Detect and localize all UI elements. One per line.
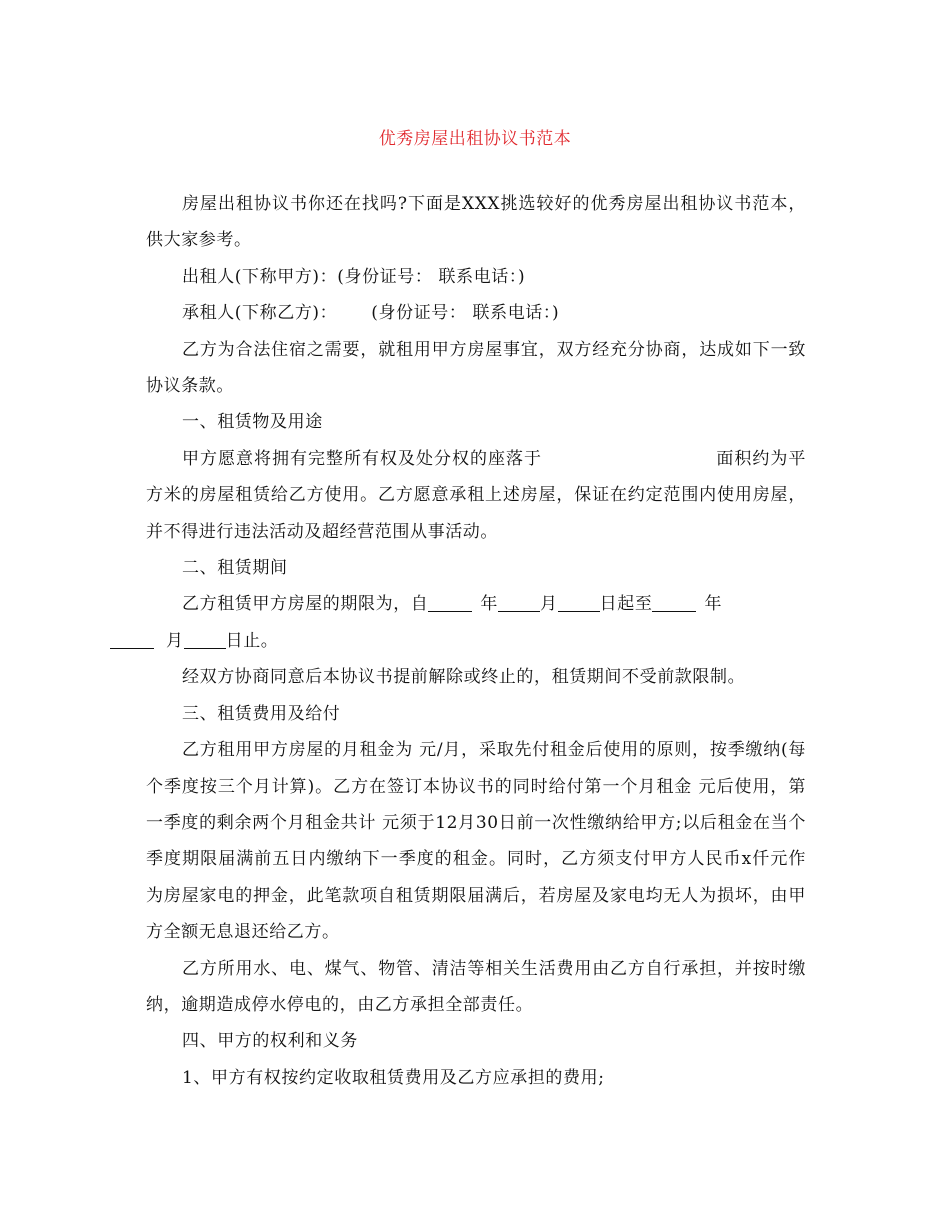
location-label: 甲方愿意将拥有完整所有权及处分权的座落于 <box>182 448 542 469</box>
section-1-paragraph <box>146 441 806 550</box>
section-1-heading: 一、租赁物及用途 <box>182 412 323 433</box>
end-day-blank <box>184 630 226 649</box>
start-day-blank <box>558 593 600 612</box>
end-month-blank-lead <box>110 630 154 649</box>
intro-paragraph: 房屋出租协议书你还在找吗?下面是XXX挑选较好的优秀房屋出租协议书范本，供大家参考。 <box>146 194 806 251</box>
term-termination-paragraph: 经双方协商同意后本协议书提前解除或终止的，租赁期间不受前款限制。 <box>182 667 746 688</box>
utilities-paragraph: 乙方所用水、电、煤气、物管、清洁等相关生活费用由乙方自行承担，并按时缴纳，逾期造成停水停电的，由乙方承担全部责任。 <box>146 958 806 1015</box>
end-year-blank <box>652 593 696 612</box>
term-label: 乙方租赁甲方房屋的期限为，自 <box>182 594 429 615</box>
preamble-paragraph: 乙方为合法住宿之需要，就租用甲方房屋事宜，双方经充分协商，达成如下一致协议条款。 <box>146 339 806 397</box>
year-label: 年 <box>480 594 499 615</box>
document-body <box>146 186 806 1096</box>
day-from-label: 日起至 <box>599 594 653 615</box>
lessee-line <box>146 295 806 331</box>
day-to-label: 日止。 <box>225 630 279 651</box>
document-title: 优秀房屋出租协议书范本 <box>378 129 572 149</box>
lessor-line: 出租人(下称甲方)：(身份证号： 联系电话：) <box>182 266 526 287</box>
rent-paragraph: 乙方租用甲方房屋的月租金为 元/月，采取先付租金后使用的原则，按季缴纳(每个季度按三个月计算)。乙方在签订本协议书的同时给付第一个月租金 元后使用，第一季度的剩余两个月租金共计 元须于12月30日前一次性缴纳给甲方;以后租金在当个季度期限届满前五日内缴纳下一季度的租金。同时，乙方须支付甲方人民币x仟元作为房屋家电的押金，此笔款项自租赁期限届满后，若房屋及家电均无人为损坏，由甲方全额无息退还给乙方。 <box>146 740 806 943</box>
month-label-2: 月 <box>166 630 184 651</box>
year-label-2: 年 <box>704 594 723 615</box>
lessee-label: 承租人(下称乙方)： <box>182 303 338 324</box>
lessee-id-phone: (身份证号： 联系电话：) <box>371 303 560 324</box>
start-year-blank <box>428 593 472 612</box>
area-clause: 面积约为平方米的房屋租赁给乙方使用。乙方愿意承租上述房屋，保证在约定范围内使用房屋，并不得进行违法活动及超经营范围从事活动。 <box>146 448 806 542</box>
section-2-heading: 二、租赁期间 <box>182 558 288 579</box>
month-label: 月 <box>540 594 558 615</box>
term-paragraph <box>146 586 806 659</box>
section-4-heading: 四、甲方的权利和义务 <box>182 1031 358 1052</box>
start-month-blank <box>498 593 540 612</box>
section-3-heading: 三、租赁费用及给付 <box>182 703 341 724</box>
lessor-right-1: 1、甲方有权按约定收取租赁费用及乙方应承担的费用; <box>182 1067 605 1088</box>
